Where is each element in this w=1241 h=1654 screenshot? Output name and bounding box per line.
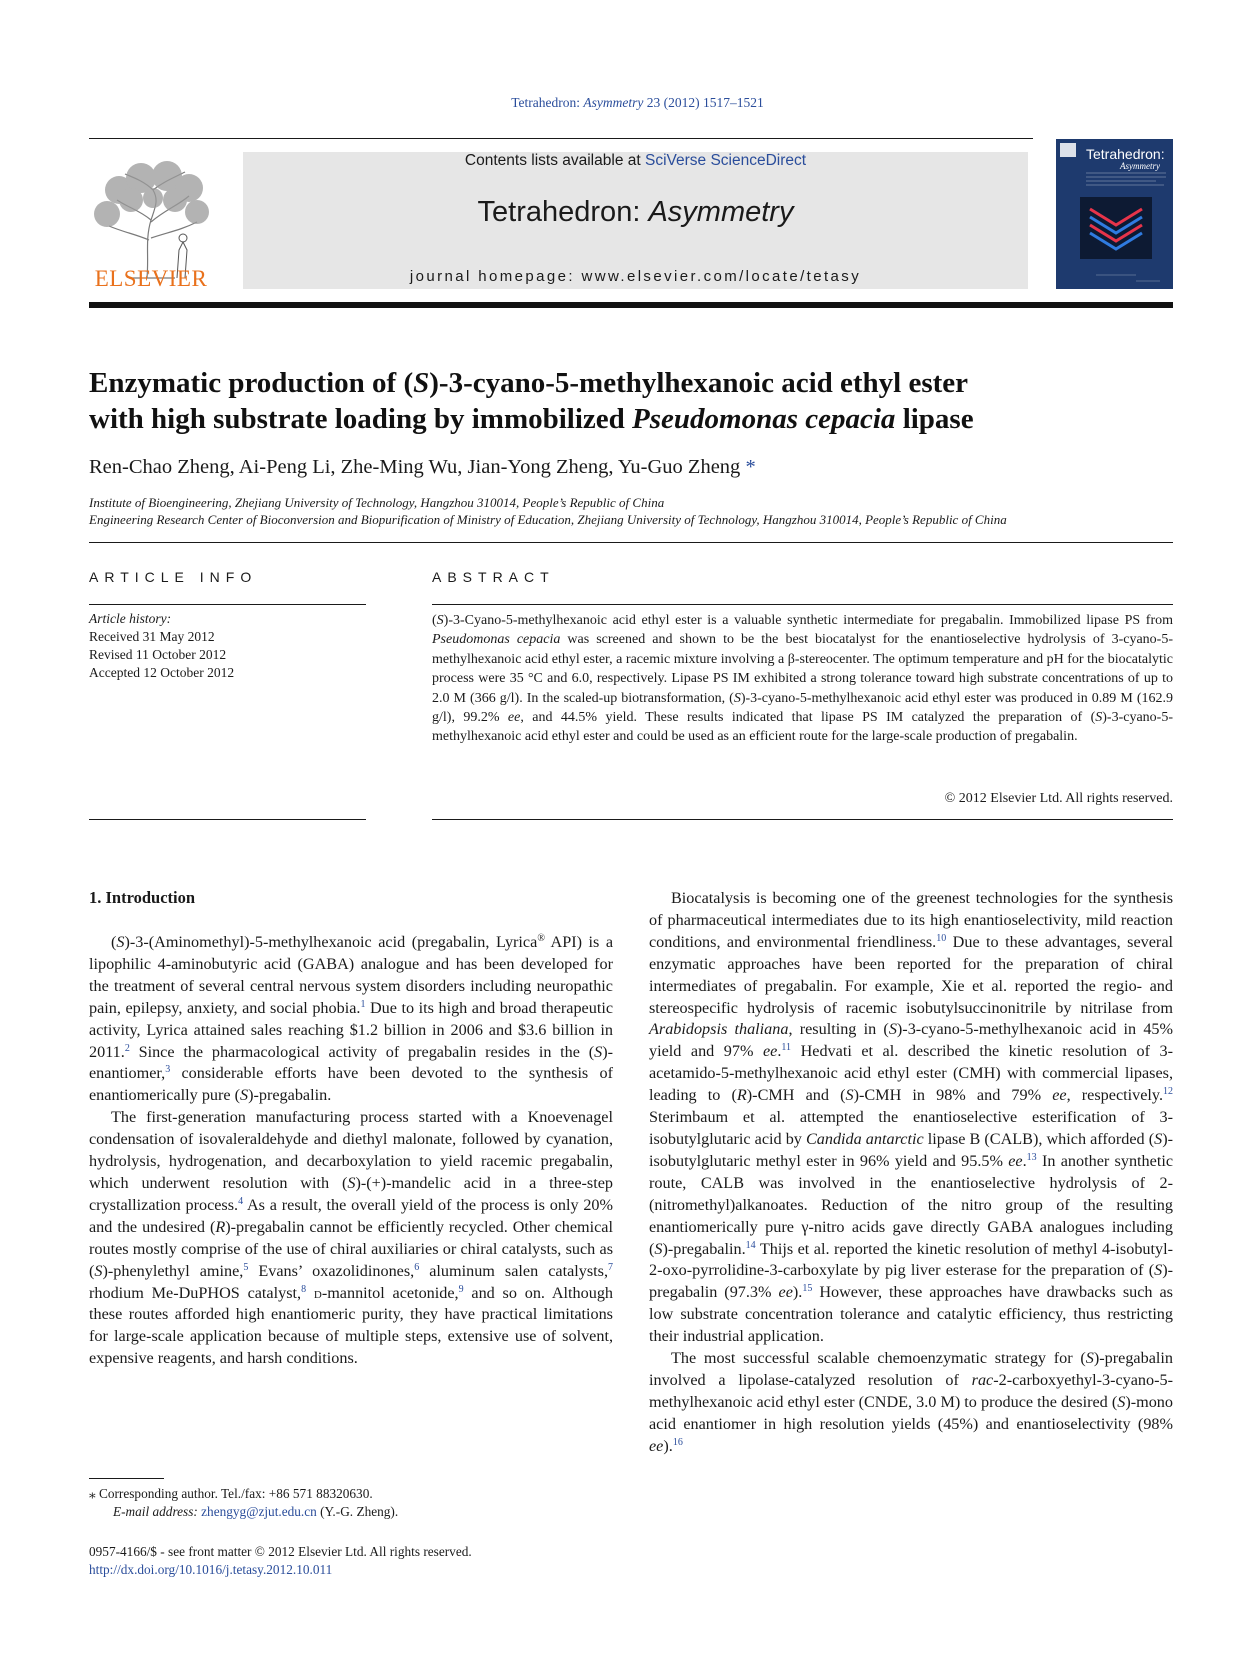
sciencedirect-link[interactable]: SciVerse ScienceDirect	[644, 152, 807, 169]
email-suffix: (Y.-G. Zheng).	[316, 1504, 399, 1519]
abstract-text: (S)-3-Cyano-5-methylhexanoic acid ethyl ester is a valuable synthetic intermediate for pregabalin. Immobilized lipase PS from Pseudomonas cepacia was screened and shown to be the best biocatalyst for the enantioselective hydrolysis of 3-cyano-5-methylhexanoic acid ethyl ester, a racemic mixture involving a β-stereocenter. The optimum temperature and pH for the biocatalytic process were 35 °C and 6.0, respectively. Lipase PS IM exhibited a strong tolerance toward high substrate concentrations of up to 2.0 M (366 g/l). In the scaled-up biotransformation, (S)-3-cyano-5-methylhexanoic acid ethyl ester was produced in 0.89 M (162.9 g/l), 99.2% ee, and 44.5% yield. These results indicated that lipase PS IM catalyzed the preparation of (S)-3-cyano-5-methylhexanoic acid ethyl ester and could be used as an efficient route for the large-scale production of pregabalin.	[432, 613, 1173, 745]
title-stereo-S: S	[413, 367, 430, 399]
email-label: E-mail address:	[113, 1504, 202, 1519]
corresponding-author-note: ⁎ Corresponding author. Tel./fax: +86 571 88320630.	[89, 1486, 373, 1501]
article-info-rule	[89, 604, 366, 605]
abstract-heading: ABSTRACT	[432, 569, 555, 585]
header-thick-rule	[89, 302, 1173, 308]
paragraph: The most successful scalable chemoenzymatic strategy for (S)-pregabalin involved a lipolase-catalyzed resolution of rac-2-carboxyethyl-3-cyano-5-methylhexanoic acid ethyl ester (CNDE, 3.0 M) to produce the desired (S)-mono acid enantiomer in high resolution yields (45%) and enantioselectivity (98% ee).$^{16}$	[649, 1349, 1173, 1455]
journal-citation[interactable]	[0, 95, 1241, 111]
footnote-rule	[89, 1478, 164, 1479]
journal-cover-image	[1056, 139, 1173, 289]
body-column-right	[649, 888, 1173, 1458]
elsevier-wordmark: ELSEVIER	[94, 266, 208, 291]
title-species: Pseudomonas cepacia	[632, 403, 896, 435]
article-history	[89, 610, 234, 682]
article-title	[89, 365, 1179, 437]
abstract-rule	[432, 604, 1173, 605]
body-column-left	[89, 932, 613, 1370]
journal-name-italic: Asymmetry	[648, 196, 794, 228]
author-list	[89, 456, 756, 479]
paragraph: The first-generation manufacturing process started with a Knoevenagel condensation of isovaleraldehyde and diethyl malonate, followed by cyanation, hydrolysis, hydrogenation, and decarboxylation to yield racemic pregabalin, which underwent resolution with (S)-(+)-mandelic acid in a three-step crystallization process.$^4$ As a result, the overall yield of the process is only 20% and the undesired (R)-pregabalin cannot be efficiently recycled. Other chemical routes mostly comprise of the use of chiral auxiliaries or chiral catalysts, such as (S)-phenylethyl amine,$^5$ Evans’ oxazolidinones,$^6$ aluminum salen catalysts,$^7$ rhodium Me-DuPHOS catalyst,$^8$ d-mannitol acetonide,$^9$ and so on. Although these routes afforded high enantiomeric purity, they have practical limitations for large-scale application because of multiple steps, extensive use of solvent, expensive reagents, and harsh conditions.	[89, 1108, 614, 1368]
history-label: Article history:	[89, 611, 172, 626]
abstract-copyright: © 2012 Elsevier Ltd. All rights reserved.	[944, 791, 1173, 806]
title-text: )-3-cyano-5-methylhexanoic acid ethyl ester	[429, 367, 969, 399]
contents-prefix: Contents lists available at	[464, 152, 645, 169]
abstract-bottom-rule	[432, 819, 1173, 820]
affiliation-1: Institute of Bioengineering, Zhejiang University of Technology, Hangzhou 310014, People’s Republic of China	[89, 495, 665, 510]
email-link[interactable]: zhengyg@zjut.edu.cn	[201, 1504, 317, 1519]
section-heading: 1. Introduction	[89, 888, 196, 907]
citation-volume-pages: 23 (2012) 1517–1521	[643, 95, 764, 110]
email-line	[89, 1503, 398, 1521]
citation-prefix: Tetrahedron:	[511, 95, 584, 110]
received-date: Received 31 May 2012	[89, 629, 215, 644]
header-top-rule	[89, 138, 1033, 139]
revised-date: Revised 11 October 2012	[89, 647, 227, 662]
journal-name	[243, 196, 1028, 229]
paragraph: (S)-3-(Aminomethyl)-5-methylhexanoic acid (pregabalin, Lyrica® API) is a lipophilic 4-aminobutyric acid (GABA) analogue and has been developed for the treatment of several central nervous system disorders including neuropathic pain, epilepsy, anxiety, and social phobia.$^1$ Due to its high and broad therapeutic activity, Lyrica attained sales reaching $1.2 billion in 2006 and $3.6 billion in 2011.$^2$ Since the pharmacological activity of pregabalin resides in the (S)-enantiomer,$^3$ considerable efforts have been devoted to the synthesis of enantiomerically pure (S)-pregabalin.	[89, 933, 614, 1105]
corresponding-author-marker[interactable]: *	[745, 456, 756, 478]
journal-name-prefix: Tetrahedron:	[477, 196, 649, 228]
authors-text: Ren-Chao Zheng, Ai-Peng Li, Zhe-Ming Wu, Jian-Yong Zheng, Yu-Guo Zheng	[89, 456, 741, 478]
title-text: lipase	[895, 403, 974, 435]
affiliation-2: Engineering Research Center of Bioconversion and Biopurification of Ministry of Education, Zhejiang University of Technology, Hangzhou 310014, People’s Republic of China	[89, 512, 1007, 527]
accepted-date: Accepted 12 October 2012	[89, 665, 235, 680]
article-info-heading: ARTICLE INFO	[89, 569, 258, 585]
journal-homepage-link[interactable]: journal homepage: www.elsevier.com/locate/tetasy	[409, 268, 862, 285]
issn-line: 0957-4166/$ - see front matter © 2012 Elsevier Ltd. All rights reserved.	[89, 1544, 472, 1559]
title-text: with high substrate loading by immobilized	[89, 403, 633, 435]
page-footer	[89, 1543, 472, 1579]
citation-journal: Asymmetry	[583, 95, 644, 110]
paragraph: Biocatalysis is becoming one of the greenest technologies for the synthesis of pharmaceutical intermediates due to its high enantioselectivity, mild reaction conditions, and environmental friendliness.$^{10}$ Due to these advantages, several enzymatic approaches have been reported for the preparation of chiral intermediates of pregabalin. For example, Xie et al. reported the regio- and stereospecific hydrolysis of racemic isobutylsuccinonitrile by nitrilase from Arabidopsis thaliana, resulting in (S)-3-cyano-5-methylhexanoic acid in 45% yield and 97% ee.$^{11}$ Hedvati et al. described the kinetic resolution of 3-acetamido-5-methylhexanoic acid ethyl ester (CMH) with commercial lipases, leading to (R)-CMH and (S)-CMH in 98% and 79% ee, respectively.$^{12}$ Sterimbaum et al. attempted the enantioselective esterification of 3-isobutylglutaric acid by Candida antarctic lipase B (CALB), which afforded (S)-isobutylglutaric methyl ester in 96% yield and 95.5% ee.$^{13}$ In another synthetic route, CALB was involved in the enantioselective hydrolysis of 2-(nitromethyl)alkanoates. Reduction of the nitro group of the resulting enantiomerically pure γ-nitro acids gave directly GABA analogues including (S)-pregabalin.$^{14}$ Thijs et al. reported the kinetic resolution of methyl 4-isobutyl-2-oxo-pyrrolidine-3-carboxylate by pig liver esterase for the preparation of (S)-pregabalin (97.3% ee).$^{15}$ However, these approaches have drawbacks such as low substrate concentration tolerance and catalytic efficiency, thus restricting their industrial application.	[649, 889, 1174, 1346]
cover-title: Tetrahedron:	[1086, 146, 1165, 162]
article-info-bottom-rule	[89, 819, 366, 820]
cover-subtitle: Asymmetry	[1120, 161, 1160, 171]
footnote	[89, 1485, 398, 1521]
doi-link[interactable]: http://dx.doi.org/10.1016/j.tetasy.2012.10.011	[89, 1562, 333, 1577]
title-divider	[89, 542, 1173, 543]
title-text: Enzymatic production of (	[89, 367, 414, 399]
contents-line	[243, 152, 1028, 170]
